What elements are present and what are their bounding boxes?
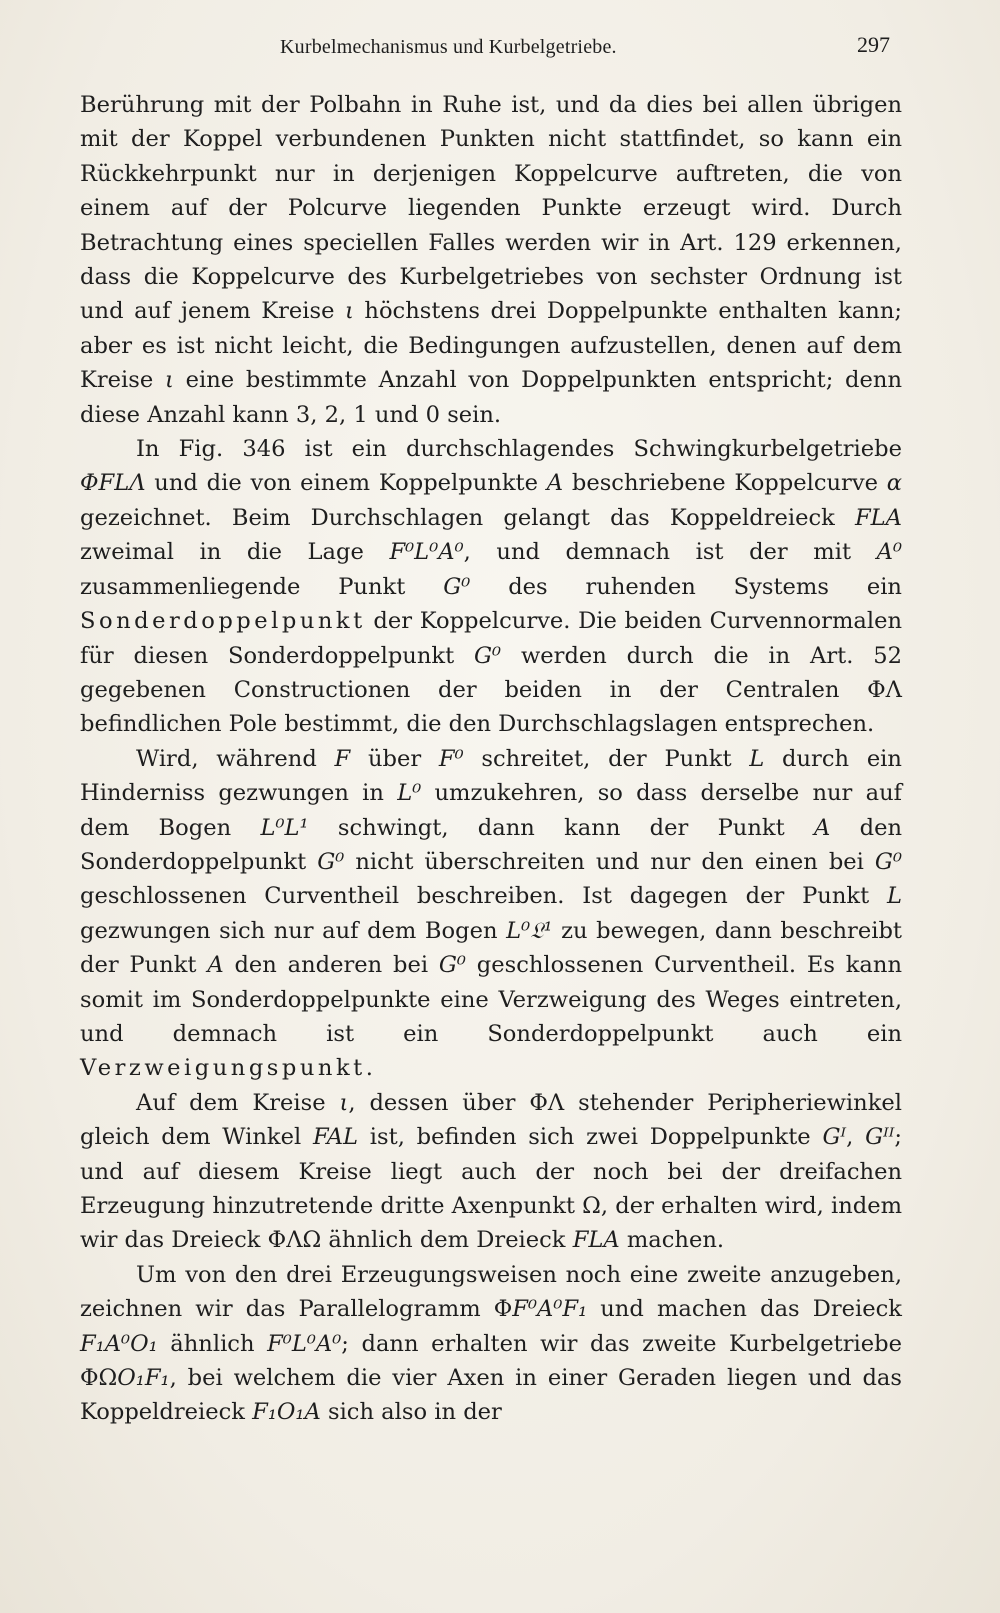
text-run: Berührung mit der Polbahn in Ruhe ist, und da dies bei allen übrigen mit der Koppel verbundenen Punkten nicht stattfindet, so kann ein Rückkehrpunkt nur in derjenigen Koppelcurve auftreten, die von einem auf der Polcurve liegenden Punkte erzeugt wird. Durch Betrachtung eines speciellen Falles werden wir in Art. 129 erkennen, dass die Koppelcurve des Kurbelgetriebes von sechster Ordnung ist und auf jenem Kreise <box>80 92 902 325</box>
text-run: und machen das Dreieck <box>587 1296 902 1323</box>
text-run: , dessen über ΦΛ stehender Peripheriewinkel gleich dem Winkel <box>80 1089 902 1151</box>
math-symbol: F₁A⁰O₁ <box>80 1330 158 1357</box>
text-run: Um von den drei Erzeugungsweisen noch eine zweite anzugeben, zeichnen wir das Parallelogramm Φ <box>80 1261 902 1323</box>
math-symbol: F <box>334 745 351 772</box>
math-symbol: L⁰𝔏¹ <box>506 917 553 944</box>
paragraph <box>80 88 902 432</box>
running-title: Kurbelmechanismus und Kurbelgetriebe. <box>280 36 617 58</box>
text-run: des ruhenden Systems ein <box>470 573 902 600</box>
text-run: umzukehren, so dass derselbe nur auf dem Bogen <box>80 780 902 841</box>
emphasized-term: Verzweigungspunkt <box>80 1055 366 1082</box>
text-run: , und demnach ist der mit <box>463 539 877 566</box>
math-symbol: Gᴵᴵ <box>865 1124 895 1151</box>
math-symbol: A <box>546 470 564 497</box>
text-run: beschriebene Koppelcurve <box>563 470 887 497</box>
text-run: schreitet, der Punkt <box>463 745 750 772</box>
text-run: , bei welchem die vier Axen in einer Geraden liegen und das Koppeldreieck <box>80 1365 902 1426</box>
text-run: ist, befinden sich zwei Doppelpunkte <box>358 1124 823 1151</box>
math-symbol: ΦFLΛ <box>80 470 146 497</box>
math-symbol: G⁰ <box>317 848 345 875</box>
math-symbol: L <box>749 745 765 772</box>
math-symbol: L⁰L¹ <box>260 814 309 841</box>
text-run: schwingt, dann kann der Punkt <box>308 814 814 841</box>
math-symbol: α <box>886 470 903 497</box>
body-text <box>80 88 902 1430</box>
text-run: den Sonderdoppelpunkt <box>80 814 902 875</box>
math-symbol: F⁰L⁰A⁰ <box>389 539 464 566</box>
text-run: zusammenliegende Punkt <box>80 573 444 600</box>
text-run: zweimal in die Lage <box>80 539 390 566</box>
text-run: den anderen bei <box>223 952 439 979</box>
text-run: In Fig. 346 ist ein durchschlagendes Schwingkurbelgetriebe <box>136 436 902 463</box>
text-run: machen. <box>619 1227 725 1254</box>
paragraph <box>80 1258 902 1430</box>
paragraph <box>80 432 902 742</box>
text-run: über <box>350 745 439 772</box>
math-symbol: G⁰ <box>443 573 471 600</box>
text-run: , <box>846 1124 866 1151</box>
text-run: Auf dem Kreise <box>136 1089 340 1116</box>
math-symbol: O₁F₁ <box>117 1365 170 1392</box>
text-run: geschlossenen Curventheil. Es kann somit im Sonderdoppelpunkte eine Verzweigung des Weges eintreten, und demnach ist ein Sonderdoppelpunkt auch ein <box>80 952 902 1047</box>
text-run: und die von einem Koppelpunkte <box>145 470 547 497</box>
text-run: eine bestimmte Anzahl von Doppelpunkten entspricht; denn diese Anzahl kann 3, 2, 1 und 0 sein. <box>80 367 902 428</box>
math-symbol: G⁰ <box>438 952 466 979</box>
math-symbol: L⁰ <box>397 780 422 807</box>
text-run: ähnlich <box>157 1330 268 1357</box>
text-run: der Koppelcurve. Die beiden Curvennormalen für diesen Sonderdoppelpunkt <box>80 608 902 669</box>
paragraph <box>80 742 902 1086</box>
math-symbol: G⁰ <box>474 642 502 669</box>
text-run: höchstens drei Doppelpunkte enthalten kann; aber es ist nicht leicht, die Bedingungen aufzustellen, denen auf dem Kreise <box>80 298 902 394</box>
text-run: . <box>365 1055 373 1082</box>
paragraph <box>80 1086 902 1258</box>
text-run: durch ein Hinderniss gezwungen in <box>80 745 902 807</box>
text-run: geschlossenen Curventheil beschreiben. Ist dagegen der Punkt <box>80 883 887 910</box>
text-run: werden durch die in Art. 52 gegebenen Constructionen der beiden in der Centralen ΦΛ befindlichen Pole bestimmt, die den Durchschlagslagen entsprechen. <box>80 642 902 738</box>
page-number: 297 <box>857 32 890 57</box>
text-run: nicht überschreiten und nur den einen bei <box>344 848 875 875</box>
math-symbol: A <box>207 952 224 979</box>
math-symbol: F⁰L⁰A⁰ <box>267 1330 342 1357</box>
text-run: sich also in der <box>320 1399 502 1426</box>
text-run: Wird, während <box>136 745 335 772</box>
math-symbol: ι <box>165 367 174 394</box>
math-symbol: ι <box>345 298 354 325</box>
text-run: gezeichnet. Beim Durchschlagen gelangt das Koppeldreieck <box>80 504 855 531</box>
math-symbol: F⁰A⁰F₁ <box>512 1296 588 1323</box>
text-run: zu bewegen, dann beschreibt der Punkt <box>80 917 902 979</box>
math-symbol: A <box>813 814 831 841</box>
text-run: ; und auf diesem Kreise liegt auch der noch bei der dreifachen Erzeugung hinzutretende dritte Axenpunkt Ω, der erhalten wird, indem wir das Dreieck ΦΛΩ ähnlich dem Dreieck <box>80 1124 902 1254</box>
math-symbol: Gᴵ <box>822 1124 847 1151</box>
math-symbol: FAL <box>312 1124 359 1151</box>
math-symbol: F₁O₁A <box>252 1399 321 1426</box>
math-symbol: ι <box>339 1089 349 1116</box>
text-run: gezwungen sich nur auf dem Bogen <box>80 917 507 944</box>
math-symbol: F⁰ <box>438 745 464 772</box>
math-symbol: G⁰ <box>874 848 903 875</box>
text-run: ; dann erhalten wir das zweite Kurbelgetriebe ΦΩ <box>80 1330 902 1392</box>
math-symbol: FLA <box>572 1227 620 1254</box>
emphasized-term: Sonderdoppelpunkt <box>80 608 366 635</box>
math-symbol: L <box>886 883 902 910</box>
math-symbol: FLA <box>855 504 902 531</box>
math-symbol: A⁰ <box>876 539 902 566</box>
